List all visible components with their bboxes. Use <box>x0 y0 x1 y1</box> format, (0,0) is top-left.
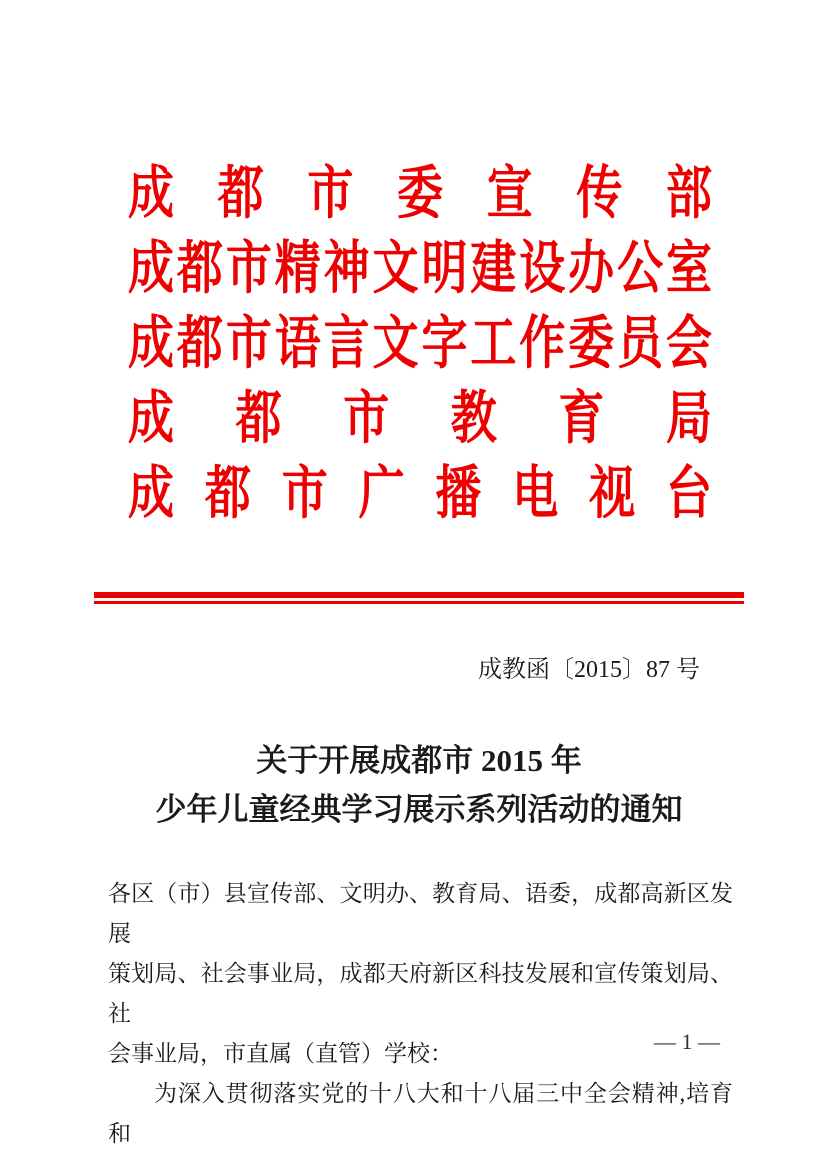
title-line-1: 关于开展成都市 2015 年 <box>256 743 582 778</box>
letterhead-line-4: 成都市教育局 <box>128 386 712 450</box>
letterhead-line-2: 成都市精神文明建设办公室 <box>128 236 712 300</box>
letterhead-line-3: 成都市语言文字工作委员会 <box>128 311 712 375</box>
document-reference-number: 成教函〔2015〕87 号 <box>478 657 700 683</box>
rule-thin-line <box>94 601 744 604</box>
document-title <box>94 736 744 834</box>
paragraph-line-1: 为深入贯彻落实党的十八大和十八届三中全会精神,培育和 <box>108 1081 733 1146</box>
letterhead-line-5: 成都市广播电视台 <box>128 461 712 525</box>
salutation-line-3: 会事业局，市直属（直管）学校： <box>108 1041 453 1066</box>
red-letterhead <box>128 156 712 531</box>
document-body <box>108 874 733 1154</box>
salutation-line-1: 各区（市）县宣传部、文明办、教育局、语委，成都高新区发展 <box>108 881 733 946</box>
letterhead-line-1: 成都市委宣传部 <box>128 161 712 225</box>
page-number: — 1 — <box>654 1029 720 1054</box>
title-line-2: 少年儿童经典学习展示系列活动的通知 <box>155 792 683 827</box>
red-double-rule <box>94 592 744 604</box>
salutation-line-2: 策划局、社会事业局，成都天府新区科技发展和宣传策划局、社 <box>108 961 733 1026</box>
